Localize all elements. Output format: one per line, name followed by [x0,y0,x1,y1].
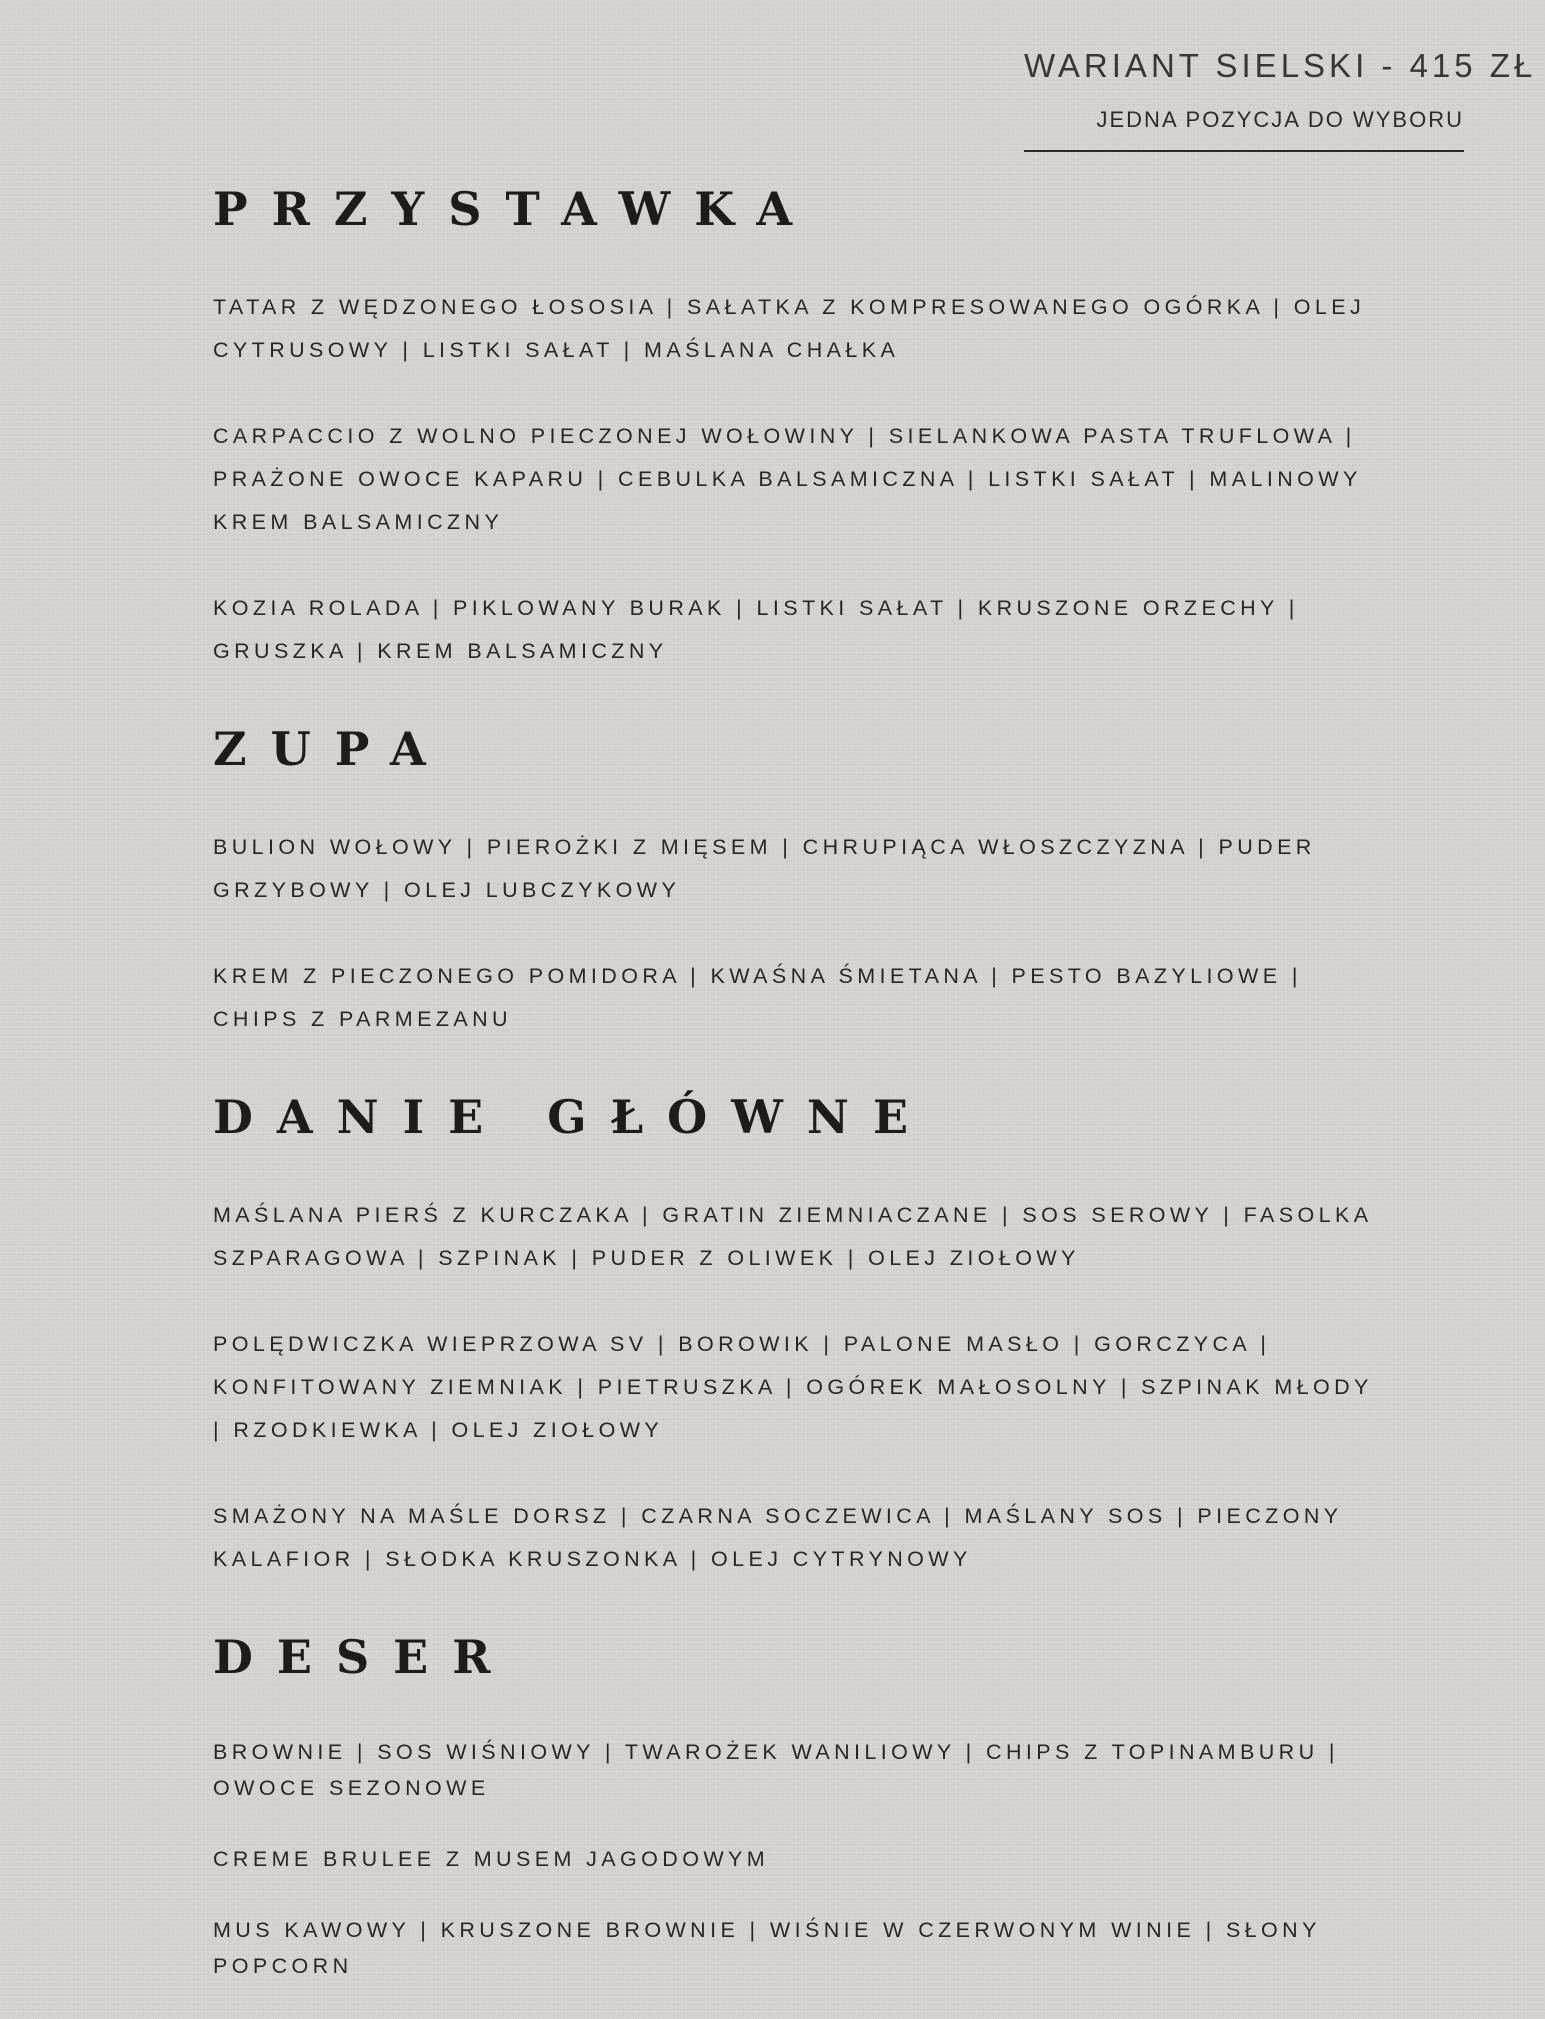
section-title: ZUPA [213,722,450,776]
header-divider [1024,150,1464,152]
menu-item: CREME BRULEE Z MUSEM JAGODOWYM [213,1847,770,1871]
menu-item: BROWNIE | SOS WIŚNIOWY | TWAROŻEK WANILIOWY | CHIPS Z TOPINAMBURU | OWOCE SEZONOWE [213,1740,1339,1800]
menu-header [1024,44,1537,152]
menu-item: KREM Z PIECZONEGO POMIDORA | KWAŚNA ŚMIETANA | PESTO BAZYLIOWE | CHIPS Z PARMEZANU [213,964,1302,1031]
menu-variant-title: WARIANT SIELSKI - 415 ZŁ [1024,47,1537,84]
section-przystawka [213,176,1373,673]
section-items [213,286,1373,673]
menu-item: BULION WOŁOWY | PIEROŻKI Z MIĘSEM | CHRUPIĄCA WŁOSZCZYZNA | PUDER GRZYBOWY | OLEJ LUBCZYKOWY [213,835,1316,902]
section-danie-glowne [213,1084,1373,1581]
section-zupa [213,716,1373,1041]
section-title: PRZYSTAWKA [213,182,817,236]
menu-item: MAŚLANA PIERŚ Z KURCZAKA | GRATIN ZIEMNIACZANE | SOS SEROWY | FASOLKA SZPARAGOWA | SZPINAK | PUDER Z OLIWEK | OLEJ ZIOŁOWY [213,1203,1372,1270]
menu-item: MUS KAWOWY | KRUSZONE BROWNIE | WIŚNIE W CZERWONYM WINIE | SŁONY POPCORN [213,1918,1321,1978]
section-title: DESER [213,1630,515,1684]
menu-variant-subtitle: JEDNA POZYCJA DO WYBORU [1096,107,1464,132]
section-items [213,1194,1373,1581]
menu-item: CARPACCIO Z WOLNO PIECZONEJ WOŁOWINY | SIELANKOWA PASTA TRUFLOWA | PRAŻONE OWOCE KAPARU | CEBULKA BALSAMICZNA | LISTKI SAŁAT | MALINOWY KREM BALSAMICZNY [213,424,1362,534]
menu-item: POLĘDWICZKA WIEPRZOWA SV | BOROWIK | PALONE MASŁO | GORCZYCA | KONFITOWANY ZIEMNIAK | PIETRUSZKA | OGÓREK MAŁOSOLNY | SZPINAK MŁODY | RZODKIEWKA | OLEJ ZIOŁOWY [213,1332,1373,1442]
menu-body [213,176,1373,2019]
menu-item: KOZIA ROLADA | PIKLOWANY BURAK | LISTKI SAŁAT | KRUSZONE ORZECHY | GRUSZKA | KREM BALSAMICZNY [213,596,1299,663]
menu-item: TATAR Z WĘDZONEGO ŁOSOSIA | SAŁATKA Z KOMPRESOWANEGO OGÓRKA | OLEJ CYTRUSOWY | LISTKI SAŁAT | MAŚLANA CHAŁKA [213,295,1366,362]
section-items [213,1734,1373,1984]
section-items [213,826,1373,1041]
menu-item: SMAŻONY NA MAŚLE DORSZ | CZARNA SOCZEWICA | MAŚLANY SOS | PIECZONY KALAFIOR | SŁODKA KRUSZONKA | OLEJ CYTRYNOWY [213,1504,1343,1571]
section-title: DANIE GŁÓWNE [213,1090,933,1144]
section-deser [213,1624,1373,1984]
